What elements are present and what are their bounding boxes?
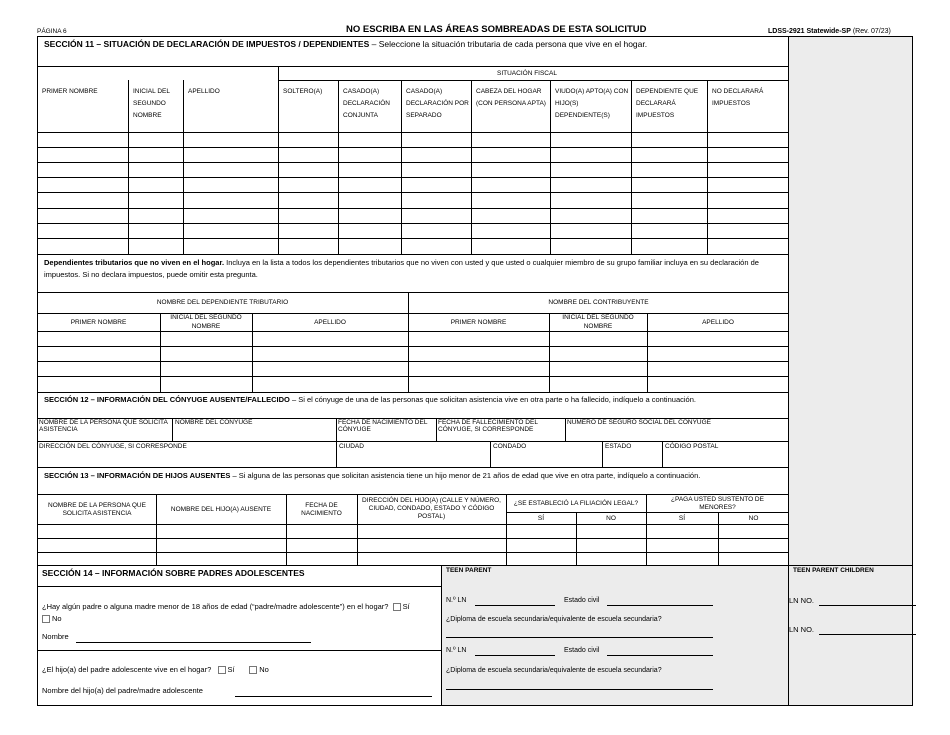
- estado-civil-input-2[interactable]: [607, 655, 713, 656]
- field-nombre-conyuge[interactable]: NOMBRE DEL CÓNYUGE: [175, 419, 253, 426]
- teen-parent-children-shaded: [789, 566, 912, 705]
- dependientes-title: Dependientes tributarios que no viven en el hogar.: [44, 258, 225, 267]
- section-13-instructions: – Si alguna de las personas que solicitan asistencia tiene un hijo menor de 21 años de edad que vive en otra parte, indíquelo a continuación.: [230, 471, 701, 480]
- diploma-input-1[interactable]: [446, 637, 713, 638]
- ln-no-label-2: LN NO.: [789, 625, 815, 634]
- col-viudo: VIUDO(A) APTO(A) CON HIJO(S) DEPENDIENTE(S): [555, 88, 629, 119]
- section-12-header: [44, 394, 764, 405]
- table-row[interactable]: [37, 538, 789, 539]
- situacion-fiscal-heading: SITUACIÓN FISCAL: [497, 70, 557, 77]
- section-13-title: SECCIÓN 13 – INFORMACIÓN DE HIJOS AUSENTES: [44, 471, 231, 480]
- section-11-header: [44, 40, 647, 49]
- label-child-name: Nombre del hijo(a) del padre/madre adolescente: [42, 686, 203, 695]
- col-sustento: ¿PAGA USTED SUSTENTO DE MENORES?: [671, 496, 764, 511]
- label-no-1: No: [52, 614, 62, 623]
- col-no-declarara: NO DECLARARÁ IMPUESTOS: [712, 88, 764, 107]
- col-direccion-hijo: DIRECCIÓN DEL HIJO(A) (CALLE Y NÚMERO, CIUDAD, CONDADO, ESTADO Y CÓDIGO POSTAL): [362, 497, 501, 520]
- dep-col-inicial: INICIAL DEL SEGUNDO NOMBRE: [170, 314, 242, 330]
- form-number: LDSS-2921 Statewide-SP: [768, 28, 851, 35]
- estado-civil-label-1: Estado civil: [564, 597, 600, 604]
- table-row[interactable]: [37, 177, 789, 178]
- col-dependiente: DEPENDIENTE QUE DECLARARÁ IMPUESTOS: [636, 88, 699, 119]
- field-fecha-nac-conyuge[interactable]: FECHA DE NACIMIENTO DEL CÓNYUGE: [338, 419, 428, 433]
- table-row[interactable]: [37, 346, 789, 347]
- table-row[interactable]: [37, 147, 789, 148]
- section-11-title: SECCIÓN 11 – SITUACIÓN DE DECLARACIÓN DE IMPUESTOS / DEPENDIENTES: [44, 39, 370, 49]
- col-inicial: INICIAL DEL SEGUNDO NOMBRE: [133, 88, 170, 119]
- ln-no-label-1: LN NO.: [789, 596, 815, 605]
- q-teen-parent: [42, 601, 417, 625]
- section-12-title: SECCIÓN 12 – INFORMACIÓN DEL CÓNYUGE AUSENTE/FALLECIDO: [44, 395, 290, 404]
- col-filiacion: ¿SE ESTABLECIÓ LA FILIACIÓN LEGAL?: [513, 500, 639, 507]
- checkbox-no-2[interactable]: [249, 666, 257, 674]
- table-row[interactable]: [37, 552, 789, 553]
- child-name-input[interactable]: [235, 696, 432, 697]
- nombre-input[interactable]: [76, 642, 311, 643]
- col-soltero: SOLTERO(A): [283, 88, 323, 95]
- table-row[interactable]: [37, 162, 789, 163]
- ln-no-input-2[interactable]: [819, 634, 916, 635]
- checkbox-si-1[interactable]: [393, 603, 401, 611]
- section-12-instructions: – Si el cónyuge de una de las personas que solicitan asistencia vive en otra parte o ha fallecido, indíquelo a continuación.: [289, 395, 696, 404]
- contrib-col-inicial: INICIAL DEL SEGUNDO NOMBRE: [562, 314, 634, 330]
- ln-input-1[interactable]: [475, 605, 555, 606]
- ln-no-input-1[interactable]: [819, 605, 916, 606]
- table-row[interactable]: [37, 208, 789, 209]
- diploma-input-2[interactable]: [446, 689, 713, 690]
- teen-parent-shaded: [441, 566, 788, 705]
- dependientes-paragraph: [44, 257, 784, 281]
- col-primer-nombre: PRIMER NOMBRE: [42, 88, 98, 95]
- filiacion-si: SÍ: [537, 515, 545, 522]
- col-hijo-ausente: NOMBRE DEL HIJO(A) AUSENTE: [170, 506, 272, 513]
- section-11-instructions: – Seleccione la situación tributaria de cada persona que vive en el hogar.: [369, 39, 648, 49]
- q-teen-child: [42, 666, 269, 674]
- label-nombre: Nombre: [42, 632, 69, 641]
- diploma-label-1: ¿Diploma de escuela secundaria/equivalente de escuela secundaria?: [446, 616, 662, 623]
- form-id: [768, 28, 891, 36]
- sustento-si: SÍ: [678, 515, 686, 522]
- ln-input-2[interactable]: [475, 655, 555, 656]
- col-casado-separado: CASADO(A) DECLARACIÓN POR SEPARADO: [406, 88, 469, 119]
- form-revision: (Rev. 07/23): [852, 28, 891, 35]
- field-ssn-conyuge[interactable]: NÚMERO DE SEGURO SOCIAL DEL CÓNYUGE: [567, 419, 711, 426]
- ln-label-2: N.º LN: [446, 647, 467, 654]
- teen-parent-children-heading: TEEN PARENT CHILDREN: [793, 567, 874, 574]
- section-14-title: SECCIÓN 14 – INFORMACIÓN SOBRE PADRES ADOLESCENTES: [42, 568, 305, 578]
- page-title: NO ESCRIBA EN LAS ÁREAS SOMBREADAS DE ESTA SOLICITUD: [346, 24, 647, 35]
- table-row[interactable]: [37, 238, 789, 239]
- table-row[interactable]: [37, 376, 789, 377]
- q-teen-child-text: ¿El hijo(a) del padre adolescente vive en el hogar?: [42, 665, 212, 674]
- field-direccion-conyuge[interactable]: DIRECCIÓN DEL CÓNYUGE, SI CORRESPONDE: [39, 443, 187, 450]
- sustento-no: NO: [748, 515, 759, 522]
- table-row[interactable]: [37, 361, 789, 362]
- dep-group-right: NOMBRE DEL CONTRIBUYENTE: [548, 299, 649, 306]
- estado-civil-input-1[interactable]: [607, 605, 713, 606]
- col-casado-conjunta: CASADO(A) DECLARACIÓN CONJUNTA: [343, 88, 390, 119]
- field-ciudad[interactable]: CIUDAD: [339, 443, 364, 450]
- col-persona-solicita: NOMBRE DE LA PERSONA QUE SOLICITA ASISTENCIA: [48, 502, 146, 517]
- table-row[interactable]: [37, 223, 789, 224]
- filiacion-no: NO: [606, 515, 616, 522]
- field-condado[interactable]: CONDADO: [493, 443, 527, 450]
- dep-col-apellido: APELLIDO: [314, 319, 346, 326]
- dep-group-left: NOMBRE DEL DEPENDIENTE TRIBUTARIO: [156, 299, 289, 306]
- table-row[interactable]: [37, 331, 789, 332]
- checkbox-no-1[interactable]: [42, 615, 50, 623]
- checkbox-si-2[interactable]: [218, 666, 226, 674]
- field-persona-solicita[interactable]: NOMBRE DE LA PERSONA QUE SOLICITA ASISTENCIA: [39, 419, 168, 433]
- teen-parent-heading: TEEN PARENT: [446, 567, 492, 574]
- page-number: PÁGINA 6: [37, 28, 67, 35]
- label-no-2: No: [259, 665, 269, 674]
- col-cabeza-hogar: CABEZA DEL HOGAR (CON PERSONA APTA): [476, 88, 546, 107]
- field-estado[interactable]: ESTADO: [605, 443, 632, 450]
- contrib-col-primer-nombre: PRIMER NOMBRE: [450, 319, 507, 326]
- field-fecha-fallecimiento[interactable]: FECHA DE FALLECIMIENTO DEL CÓNYUGE, SI CORRESPONDE: [438, 419, 538, 433]
- table-row[interactable]: [37, 192, 789, 193]
- q-teen-parent-text: ¿Hay algún padre o alguna madre menor de 18 años de edad (“padre/madre adolescente”) en el hogar?: [42, 602, 389, 611]
- field-codigo-postal[interactable]: CÓDIGO POSTAL: [665, 443, 719, 450]
- shaded-office-column: [789, 37, 912, 565]
- col-apellido: APELLIDO: [188, 88, 220, 95]
- section-13-header: [44, 470, 774, 482]
- estado-civil-label-2: Estado civil: [564, 647, 600, 654]
- contrib-col-apellido: APELLIDO: [702, 319, 734, 326]
- dep-col-primer-nombre: PRIMER NOMBRE: [70, 319, 127, 326]
- diploma-label-2: ¿Diploma de escuela secundaria/equivalente de escuela secundaria?: [446, 667, 662, 674]
- label-si-2: Sí: [227, 665, 235, 674]
- col-fecha-nacimiento: FECHA DE NACIMIENTO: [301, 502, 342, 517]
- label-si-1: Sí: [402, 602, 410, 611]
- dependientes-text: Incluya en la lista a todos los dependientes tributarios que no viven con usted y que usted o cualquier miembro de su grupo familiar incluya en su declaración de impuestos. Si no declara impuestos, puede omitir esta pregunta.: [44, 258, 759, 279]
- ln-label-1: N.º LN: [446, 597, 467, 604]
